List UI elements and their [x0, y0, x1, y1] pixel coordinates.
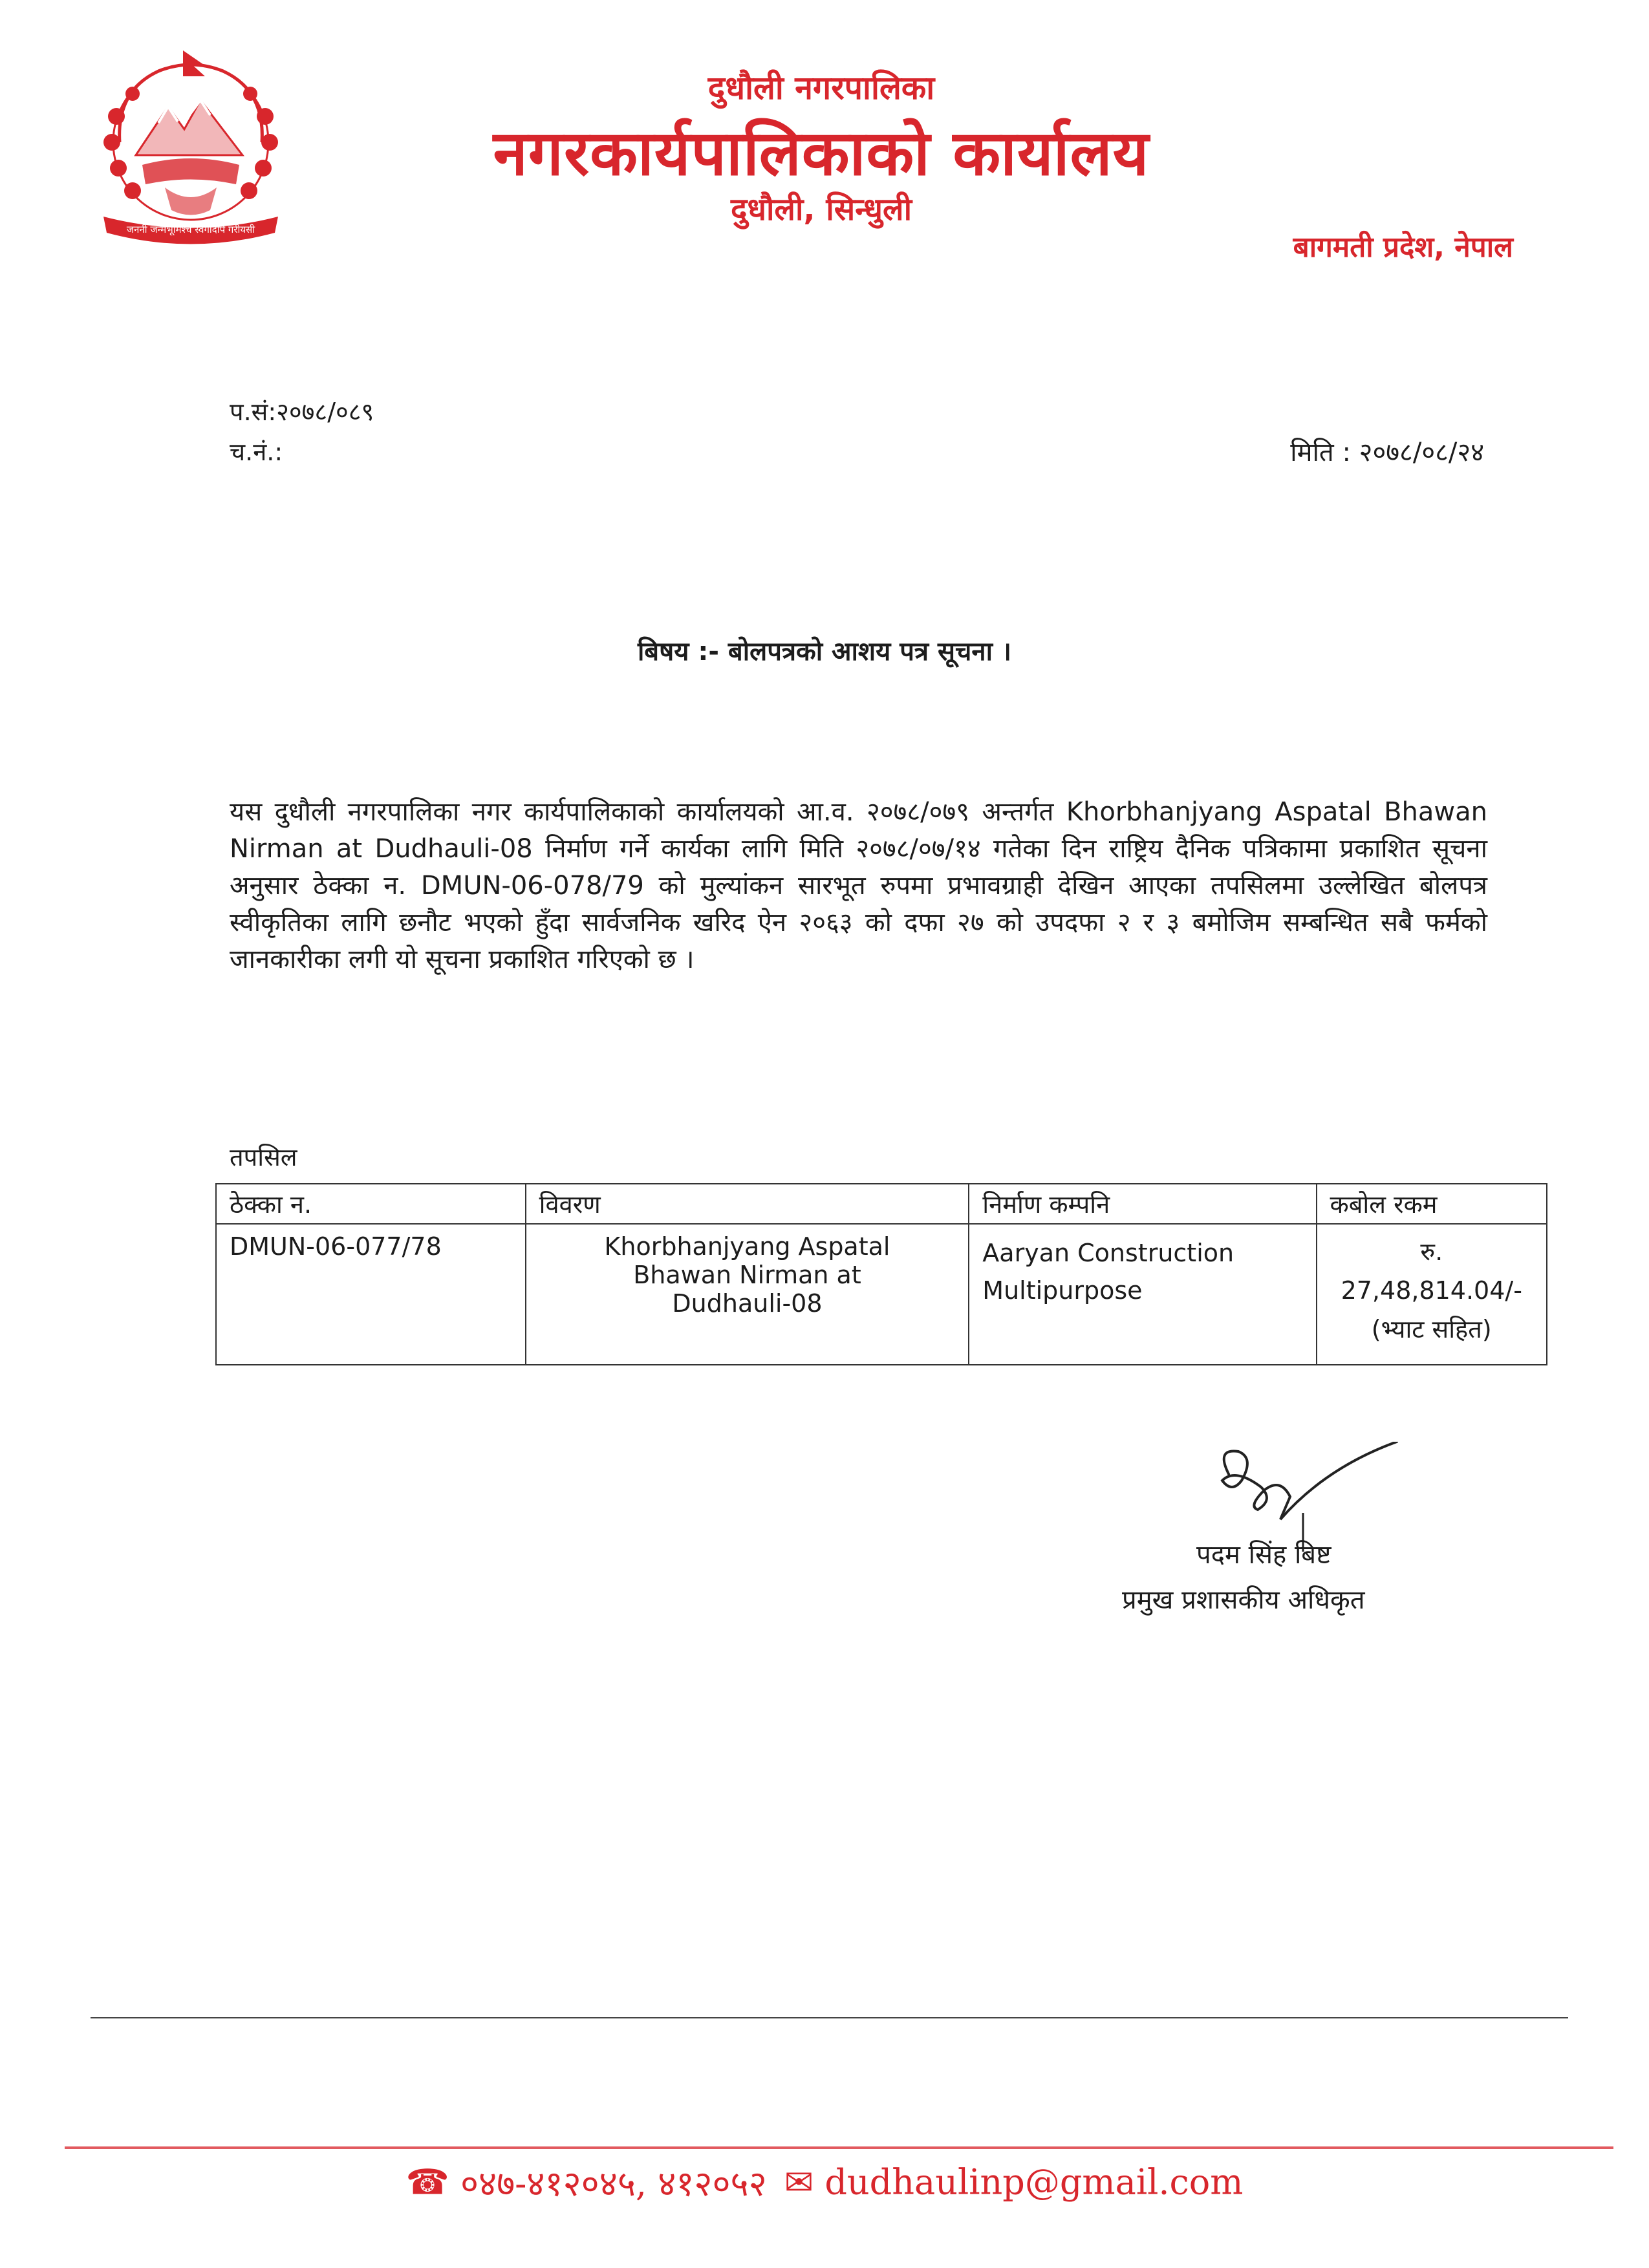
table-row	[216, 1224, 1547, 1365]
contact-bar	[0, 2158, 1649, 2206]
table-header-row	[216, 1184, 1547, 1224]
municipality-name: दुधौली नगरपालिका	[707, 69, 935, 107]
office-title: नगरकार्यपालिकाको कार्यालय	[493, 117, 1150, 189]
letter-subject: बिषय :- बोलपत्रको आशय पत्र सूचना ।	[637, 637, 1012, 667]
contract-number-cell: DMUN-06-077/78	[216, 1224, 526, 1365]
phone-icon: ☎	[405, 2161, 449, 2203]
column-header-contract-no: ठेक्का न.	[216, 1184, 526, 1224]
description-text: Khorbhanjyang Aspatal Bhawan Nirman at Dudhauli-08	[604, 1232, 890, 1318]
company-cell	[969, 1224, 1316, 1365]
letter-date: मिति : २०७८/०८/२४	[1290, 438, 1484, 467]
emblem-motto: जननी जन्मभूमिश्च स्वर्गादपि गरीयसी	[126, 224, 255, 235]
letter-body: यस दुधौली नगरपालिका नगर कार्यपालिकाको कार्यालयको आ.व. २०७८/०७९ अन्तर्गत Khorbhanjyang Aspatal Bhawan Nirman at Dudhauli-08 निर्माण गर्ने कार्यका लागि मिति २०७८/०७/१४ गतेका दिन राष्ट्रिय दैनिक पत्रिकामा प्रकाशित सूचना अनुसार ठेक्का न. DMUN-06-078/79 को मुल्यांकन सारभूत रुपमा प्रभावग्राही देखिन आएका तपसिलमा उल्लेखित बोलपत्र स्वीकृतिका लागि छनौट भएको हुँदा सार्वजनिक खरिद ऐन २०६३ को दफा २७ को उपदफा २ र ३ बमोजिम सम्बन्धित सबै फर्मको जानकारीका लगी यो सूचना प्रकाशित गरिएको छ ।	[230, 797, 1487, 974]
envelope-icon: ✉	[784, 2161, 814, 2203]
letter-number: प.सं:२०७८/०८९	[230, 398, 374, 426]
nepal-emblem	[81, 45, 301, 259]
amount-note: (भ्याट सहित)	[1371, 1315, 1492, 1343]
schedule-table	[215, 1183, 1547, 1365]
column-header-amount: कबोल रकम	[1317, 1184, 1547, 1224]
amount-value: 27,48,814.04/-	[1341, 1276, 1522, 1305]
signatory-name: पदम सिंह बिष्ट	[1196, 1540, 1331, 1570]
amount-currency: रु.	[1420, 1237, 1443, 1266]
phone-numbers: ०४७-४१२०४५, ४१२०५२	[460, 2163, 767, 2204]
signatory-designation: प्रमुख प्रशासकीय अधिकृत	[1122, 1585, 1365, 1615]
dispatch-number: च.नं.:	[230, 438, 283, 466]
email-address[interactable]: dudhaulinp@gmail.com	[824, 2161, 1244, 2203]
footer-red-divider	[65, 2146, 1613, 2149]
amount-cell	[1317, 1224, 1547, 1365]
footer-divider	[91, 2017, 1568, 2018]
column-header-company: निर्माण कम्पनि	[969, 1184, 1316, 1224]
province-label: बागमती प्रदेश, नेपाल	[1293, 231, 1513, 264]
company-name-line1: Aaryan Construction	[982, 1239, 1234, 1267]
description-cell	[526, 1224, 969, 1365]
column-header-description: विवरण	[526, 1184, 969, 1224]
office-address: दुधौली, सिन्धुली	[730, 191, 912, 228]
schedule-label: तपसिल	[230, 1143, 297, 1171]
company-name-line2: Multipurpose	[982, 1276, 1143, 1305]
